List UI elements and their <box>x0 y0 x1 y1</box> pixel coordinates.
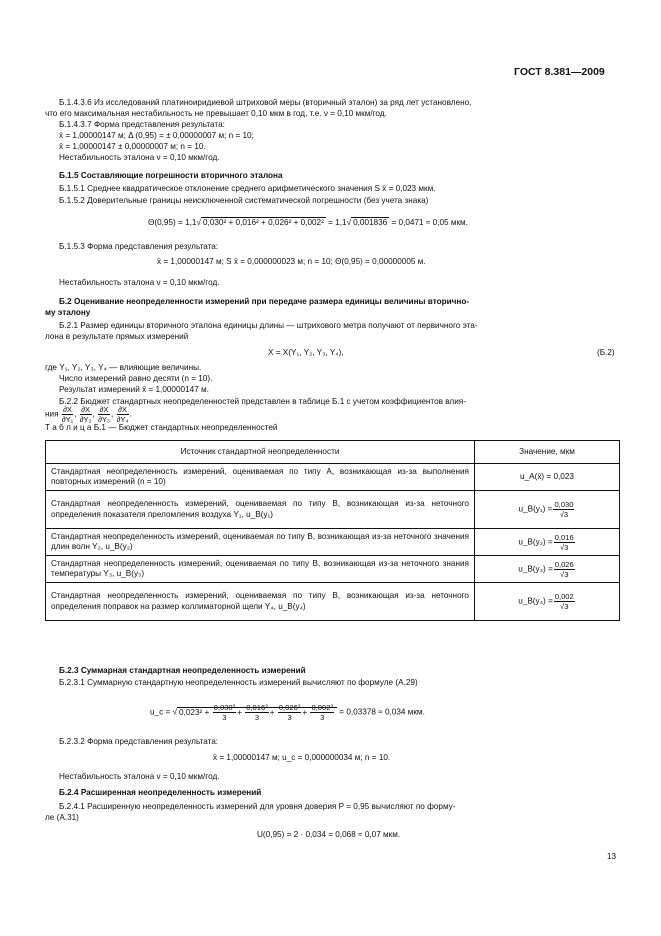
theta-lhs: Θ(0,95) = 1,1 <box>148 218 197 227</box>
value-fraction: $\frac{0,016}{√3}$ <box>554 532 574 552</box>
combined-uncertainty-formula: u_c = √ 0,023² + $\frac{\text{0,030²}}{3}$ + $\frac{\text{0,016²}}{3}$ + $\frac{\text{0,026²}}{3}$ + $\frac{\text{0,002²}}{3}$ = 0,03378 ≈ 0,034 мкм. <box>150 703 425 722</box>
instability-b15: Нестабильность эталона ν = 0,10 мкм/год. <box>59 278 220 287</box>
table-row <box>46 491 620 529</box>
table-cell-source: Стандартная неопределенность измерений, оцениваемая по типу В, возникающая из-за неточного определения поправок на размер коллиматорной щели Y₄, u_B(y₄) <box>46 583 475 621</box>
paragraph-b151: Б.1.5.1 Среднее квадратическое отклонение среднего арифметического значения S x̄ = 0,023 мкм. <box>59 184 436 193</box>
result-b153: x̄ = 1,00000147 м; S x̄ = 0,000000023 м; n = 10; Θ(0,95) = 0,00000005 м. <box>157 257 426 266</box>
paragraph-b152: Б.1.5.2 Доверительные границы неисключенной систематической погрешности (без учета знака) <box>59 196 429 205</box>
value-fraction: $\frac{0,030}{√3}$ <box>554 500 574 519</box>
section-heading-b23: Б.2.3 Суммарная стандартная неопределенность измерений <box>59 666 306 675</box>
sensitivity-coefficients: ния $\frac{\partial X}{\text{∂Y₁}}$ , $\frac{\partial X}{\text{∂Y₂}}$ , $\frac{\partial X}{\text{∂Y₃}}$ , $\frac{\partial X}{\text{∂Y₄}}$ . <box>45 405 132 424</box>
column-header-source: Источник стандартной неопределенности <box>46 441 475 464</box>
table-cell-source: Стандартная неопределенность измерений, оцениваемая по типу В, возникающая из-за неточного значения длин волн Y₂, u_B(y₂) <box>46 529 475 556</box>
table-row <box>46 529 620 556</box>
value-fraction: $\frac{0,026}{√3}$ <box>554 559 574 579</box>
value-expression: u_B(y₂) = <box>518 537 553 547</box>
paragraph-b153: Б.1.5.3 Форма представления результата: <box>59 242 219 251</box>
paragraph-b1437-heading: Б.1.4.3.7 Форма представления результата: <box>59 120 225 129</box>
table-row <box>46 583 620 621</box>
theta-formula: Θ(0,95) = 1,1√ 0,030² + 0,016² + 0,026² + 0,002² = 1,1√ 0,001836 = 0,0471 ≈ 0,05 мкм. <box>148 218 468 227</box>
formula-b2: X = X(Y₁, Y₂, Y₃, Y₄), <box>268 348 344 357</box>
section-heading-b2-line2: му эталону <box>45 308 91 317</box>
coef-1: $\frac{\partial X}{\text{∂Y₁}}$ <box>61 405 74 424</box>
measurement-result: Результат измерений x̄ = 1,00000147 м. <box>59 385 209 394</box>
result-line-2: x̄ = 1,00000147 ± 0,00000007 м; n = 10. <box>59 142 206 151</box>
instability-line: Нестабильность эталона ν = 0,10 мкм/год. <box>59 153 220 162</box>
value-fraction: $\frac{0,002}{√3}$ <box>554 592 574 611</box>
theta-rhs: = 0,0471 ≈ 0,05 мкм. <box>389 218 468 227</box>
result-b232: x̄ = 1,00000147 м; u_c = 0,000000034 м; n = 10. <box>213 753 391 762</box>
theta-mid: = 1,1 <box>325 218 347 227</box>
paragraph-b22-line1: Б.2.2 Бюджет стандартных неопределенностей представлен в таблице Б.1 с учетом коэффициентов влия- <box>59 397 466 406</box>
table-caption: Т а б л и ц а Б.1 — Бюджет стандартных неопределенностей <box>45 423 278 432</box>
uncertainty-budget-table <box>45 440 620 621</box>
table-cell-value <box>475 556 620 583</box>
paragraph-b21-line1: Б.2.1 Размер единицы вторичного эталона единицы длины — штрихового метра получают от первичного эта- <box>59 321 478 330</box>
table-cell-value <box>475 583 620 621</box>
paragraph-b241-line2: ле (А.31) <box>45 813 79 822</box>
page-number: 13 <box>607 852 617 861</box>
table-cell-source: Стандартная неопределенность измерений, оцениваемая по типу В, возникающая из-за неточного определения показателя преломления воздуха Y₁, u_B(y₁) <box>46 491 475 529</box>
formula-number-b2: (Б.2) <box>597 348 615 357</box>
table-cell-value <box>475 491 620 529</box>
table-cell-value <box>475 464 620 491</box>
coef-word: ния <box>45 409 59 419</box>
measurement-count: Число измерений равно десяти (n = 10). <box>59 374 213 383</box>
table-row <box>46 464 620 491</box>
instability-b23: Нестабильность эталона ν = 0,10 мкм/год. <box>59 772 220 781</box>
theta-radicand-2: 0,001836 <box>353 218 388 227</box>
uc-rhs: = 0,03378 ≈ 0,034 мкм. <box>339 707 425 717</box>
coef-4: $\frac{\partial X}{\text{∂Y₄}}$ <box>116 405 129 424</box>
table-cell-value <box>475 529 620 556</box>
coef-2: $\frac{\partial X}{\text{∂Y₂}}$ <box>79 405 92 424</box>
coef-3: $\frac{\partial X}{\text{∂Y₃}}$ <box>98 405 111 424</box>
section-heading-b2-line1: Б.2 Оценивание неопределенности измерений при передаче размера единицы величины вторично- <box>59 297 470 306</box>
theta-radicand: 0,030² + 0,016² + 0,026² + 0,002² <box>202 218 324 227</box>
value-expression: u_B(y₄) = <box>518 596 553 606</box>
paragraph-b241-line1: Б.2.4.1 Расширенную неопределенность измерений для уровня доверия P = 0,95 вычисляют по форму- <box>59 802 456 811</box>
paragraph-b21-line2: лона в результате прямых измерений <box>45 332 189 341</box>
value-expression: u_B(y₁) = <box>518 504 553 514</box>
paragraph-b231: Б.2.3.1 Суммарную стандартную неопределенность измерений вычисляют по формуле (А.29) <box>59 678 418 687</box>
section-heading-b24: Б.2.4 Расширенная неопределенность измерений <box>59 788 262 797</box>
value-expression: u_A(x̄) = 0,023 <box>520 471 574 481</box>
document-header: ГОСТ 8.381—2009 <box>514 66 605 78</box>
paragraph-b1436-line2: что его максимальная нестабильность не превышает 0,10 мкм в год, т.е. ν = 0,10 мкм/год. <box>45 109 387 118</box>
influence-quantities: где Y₁, Y₂, Y₃, Y₄ — влияющие величины. <box>45 363 202 372</box>
uc-radicand: 0,023² + $\frac{\text{0,030²}}{3}$ + $\frac{\text{0,016²}}{3}$ + $\frac{\text{0,026²}}{3}$ + $\frac{\text{0,002²}}{3}$ <box>177 707 337 717</box>
column-header-value: Значение, мкм <box>475 441 620 464</box>
paragraph-b232: Б.2.3.2 Форма представления результата: <box>59 737 219 746</box>
table-header-row <box>46 441 620 464</box>
table-cell-source: Стандартная неопределенность измерений, оцениваемая по типу А, возникающая из-за выполнения повторных измерений (n = 10) <box>46 464 475 491</box>
paragraph-b1436-line1: Б.1.4.3.6 Из исследований платиноиридиевой штриховой меры (вторичный эталон) за ряд лет установлено, <box>59 98 472 107</box>
value-expression: u_B(y₃) = <box>518 564 553 574</box>
result-line-1: x̄ = 1,00000147 м; Δ (0,95) = ± 0,00000007 м; n = 10; <box>59 131 254 140</box>
expanded-uncertainty-formula: U(0,95) = 2 · 0,034 = 0,068 ≈ 0,07 мкм. <box>257 830 401 839</box>
table-row <box>46 556 620 583</box>
table-cell-source: Стандартная неопределенность измерений, оцениваемая по типу В, возникающая из-за неточного знания температуры Y₃, u_B(y₃) <box>46 556 475 583</box>
uc-lhs: u_c = <box>150 707 171 717</box>
section-heading-b15: Б.1.5 Составляющие погрешности вторичного эталона <box>59 171 283 180</box>
